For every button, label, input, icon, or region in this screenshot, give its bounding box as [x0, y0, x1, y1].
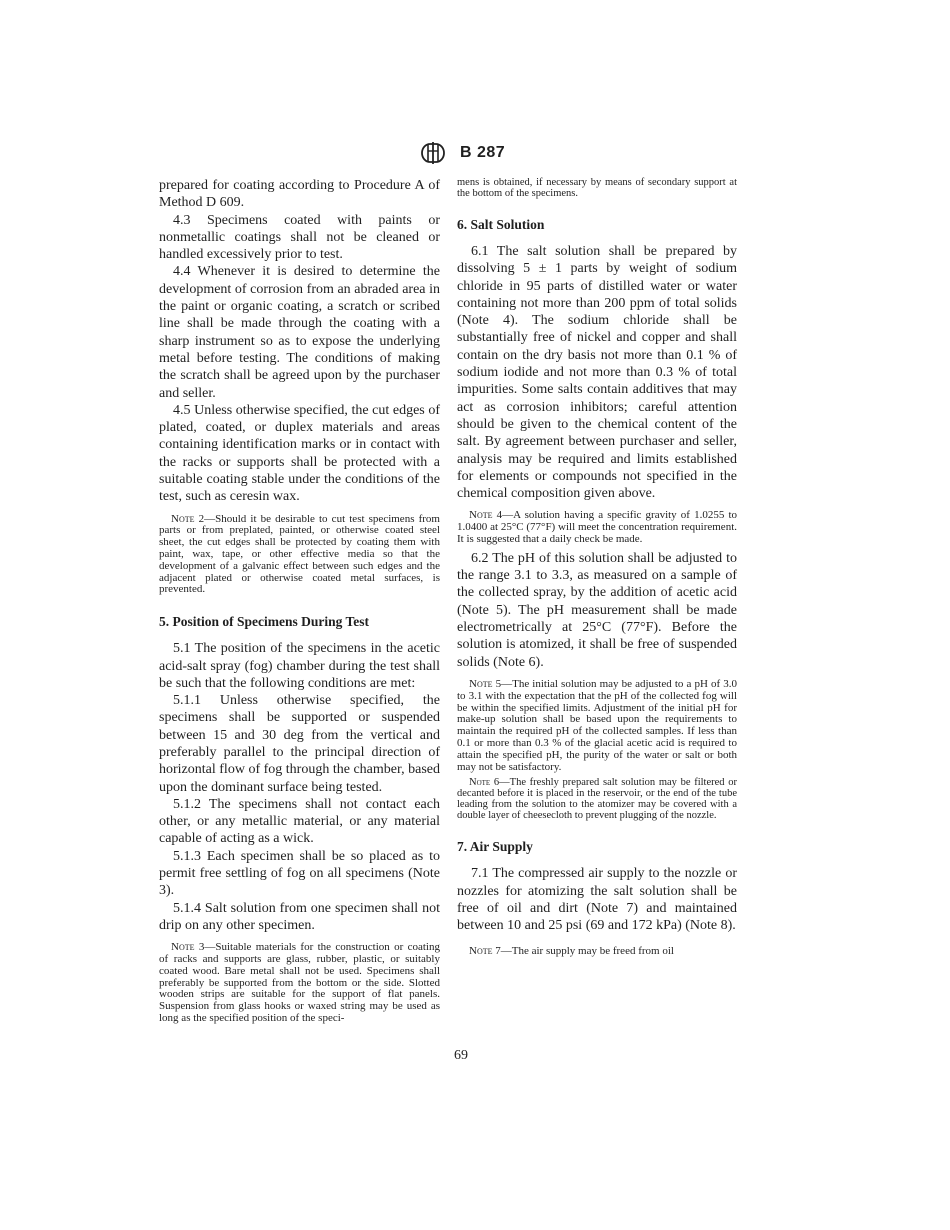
- paragraph-5-1-4: 5.1.4 Salt solution from one specimen shall not drip on any other specimen.: [159, 900, 440, 933]
- note-text: —Suitable materials for the construction or coating of racks and supports are glass, rubber, plastic, or suitably coated wood. Bare metal shall not be used. Specimens shall preferably be supported from the bottom or the side. Slotted wooden strips are suitable for the support of flat panels. Suspension from glass hooks or waxed string may be used as long as the specified position of the speci-: [159, 941, 440, 1025]
- note-text: —Should it be desirable to cut test specimens from parts or from preplated, painted, or otherwise coated steel sheet, the cut edges shall be protected by coating them with paint, wax, tape, or other effective media so that the development of a galvanic effect between such edges and the adjacent plated or otherwise coated metal surfaces, is prevented.: [159, 512, 440, 596]
- note-label: Note 5: [469, 677, 502, 690]
- note-text: —The freshly prepared salt solution may be filtered or decanted before it is placed in the reservoir, or the end of the tube leading from the solution to the atomizer may be covered with a double layer of cheesecloth to prevent plugging of the nozzle.: [457, 777, 737, 822]
- note-6: [457, 777, 737, 821]
- paragraph-5-1-3: 5.1.3 Each specimen shall be so placed as to permit free settling of fog on all specimens (Note 3).: [159, 848, 440, 899]
- paragraph-4-3: 4.3 Specimens coated with paints or nonmetallic coatings shall not be cleaned or handled excessively prior to test.: [159, 212, 440, 263]
- section-title-5: 5. Position of Specimens During Test: [159, 614, 370, 630]
- paragraph-5-1: 5.1 The position of the specimens in the acetic acid-salt spray (fog) chamber during the test shall be such that the following conditions are met:: [159, 641, 440, 691]
- note-label: Note 4: [469, 509, 503, 522]
- note-3-continued: mens is obtained, if necessary by means of secondary support at the bottom of the specimens.: [457, 177, 737, 199]
- paragraph-7-1: 7.1 The compressed air supply to the nozzle or nozzles for atomizing the salt solution shall be free of oil and dirt (Note 7) and maintained between 10 and 25 psi (69 and 172 kPa) (Note 8).: [457, 866, 737, 934]
- note-label: Note 2: [171, 512, 205, 525]
- paragraph-5-1-2: 5.1.2 The specimens shall not contact each other, or any metallic material, or any material capable of acting as a wick.: [159, 796, 440, 847]
- left-column: [159, 177, 440, 1029]
- paragraph-4-4: 4.4 Whenever it is desired to determine the development of corrosion from an abraded area in the paint or organic coating, a scratch or scribed line shall be made through the coating with a sharp instrument so as to expose the underlying metal before testing. The conditions of making the scratch shall be agreed upon by the purchaser and seller.: [159, 264, 440, 401]
- page-header: [420, 140, 505, 166]
- astm-logo-icon: [420, 140, 446, 166]
- page-number: 69: [454, 1048, 468, 1063]
- note-text: —The air supply may be freed from oil: [500, 945, 674, 958]
- note-4: [457, 510, 737, 545]
- section-title-6: 6. Salt Solution: [457, 217, 545, 232]
- note-label: Note 6: [469, 777, 500, 789]
- right-column: [457, 177, 737, 962]
- note-text: —The initial solution may be adjusted to a pH of 3.0 to 3.1 with the expectation that the pH of the collected fog will be within the specified limits. Adjustment of the initial pH for make-up solution shall be based upon the requirements to maintain the required pH of the collected samples. If less than 0.1 or more than 0.3 % of the glacial acetic acid is required to attain the specified pH, the purity of the water or salt or both may not be satisfactory.: [457, 677, 737, 773]
- note-5: [457, 679, 737, 773]
- note-3: [159, 942, 440, 1025]
- note-label: Note 7: [469, 945, 501, 958]
- section-title-7: 7. Air Supply: [457, 839, 533, 855]
- paragraph-6-1: 6.1 The salt solution shall be prepared by dissolving 5 ± 1 parts by weight of sodium chloride in 95 parts of distilled water or water containing not more than 200 ppm of total solids (Note 4). The sodium chloride shall be substantially free of nickel and copper and shall contain on the dry basis not more than 0.1 % of sodium iodide and not more than 0.3 % of total impurities. Some salts contain additives that may act as corrosion inhibitors; careful attention should be given to the chemical content of the salt. By agreement between purchaser and seller, analysis may be required and limits established for elements or compounds not specified in the chemical composition given above.: [457, 244, 737, 502]
- note-label: Note 3: [171, 941, 205, 954]
- paragraph-4-5: 4.5 Unless otherwise specified, the cut edges of plated, coated, or duplex materials and areas containing identification marks or in contact with the racks or supports shall be protected with a suitable coating stable under the conditions of the test, such as ceresin wax.: [159, 402, 440, 505]
- note-7: [457, 946, 737, 958]
- paragraph-6-2: 6.2 The pH of this solution shall be adjusted to the range 3.1 to 3.3, as measured on a sample of the collected spray, by the addition of acetic acid (Note 5). The pH measurement shall be made electrometrically at 25°C (77°F). Before the solution is atomized, it shall be free of suspended solids (Note 6).: [457, 550, 737, 670]
- paragraph: prepared for coating according to Procedure A of Method D 609.: [159, 178, 440, 211]
- note-text: —A solution having a specific gravity of 1.0255 to 1.0400 at 25°C (77°F) will meet the concentration requirement. It is suggested that a daily check be made.: [457, 509, 738, 546]
- standard-designation: B 287: [460, 144, 506, 161]
- note-2: [159, 514, 440, 597]
- paragraph-5-1-1: 5.1.1 Unless otherwise specified, the specimens shall be supported or suspended between 15 and 30 deg from the vertical and preferably parallel to the principal direction of horizontal flow of fog through the chamber, based upon the dominant surface being tested.: [159, 693, 440, 795]
